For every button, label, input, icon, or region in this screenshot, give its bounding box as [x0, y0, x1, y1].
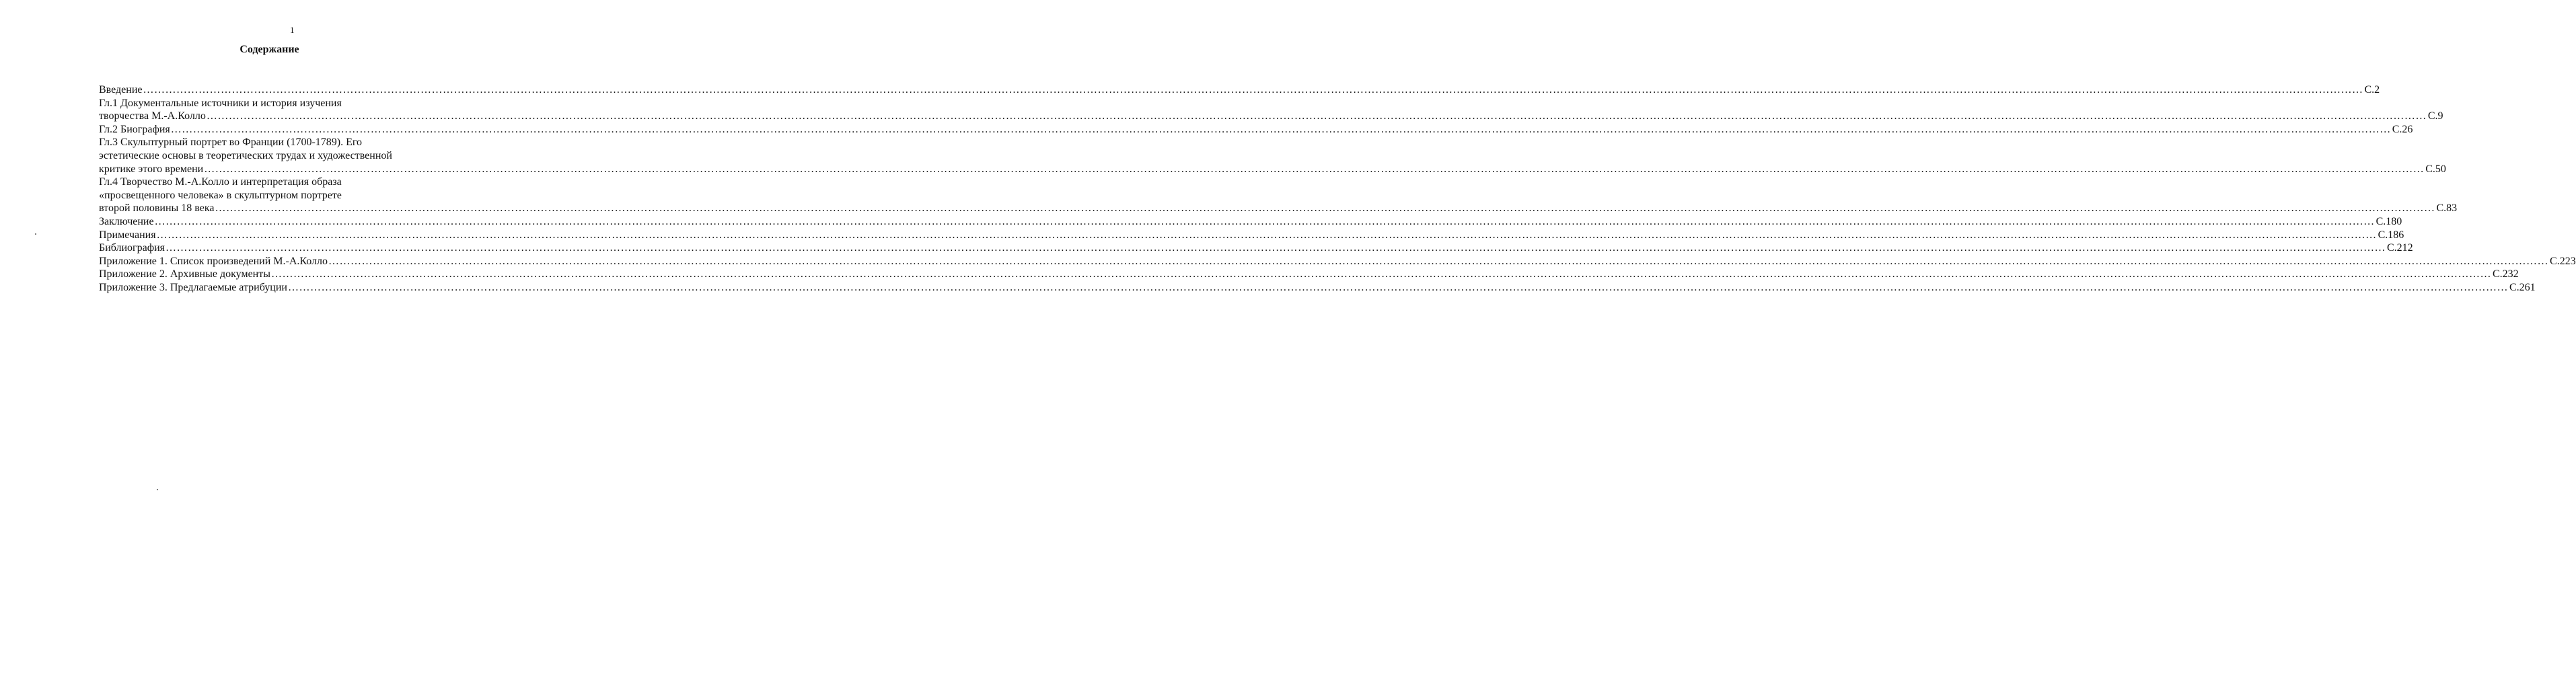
scan-speck	[157, 489, 158, 490]
toc-entry-last-line	[99, 268, 2519, 281]
toc-entry-text-line: критике этого времени	[99, 163, 204, 175]
toc-entry	[99, 268, 2519, 281]
scan-speck	[35, 233, 36, 235]
toc-entry-text-line: «просвещенного человека» в скульптурном портрете	[99, 189, 342, 201]
toc-page-ref: С.212	[2387, 242, 2413, 254]
toc-entry	[99, 281, 2536, 295]
toc-page-ref: С.9	[2427, 110, 2443, 122]
dot-leader: ……………………………………………………………………………………………………………………………………………………………………………………………………………………………………………………………………………………………………………………………………………………………………………………………………………………………………………………………………………………………………………………………………………………	[215, 202, 2435, 215]
page-title: Содержание	[240, 44, 299, 55]
dot-leader: ……………………………………………………………………………………………………………………………………………………………………………………………………………………………………………………………………………………………………………………………………………………………………………………………………………………………………………………………………………………………………………………………………………………	[204, 163, 2425, 175]
toc-entry-last-line	[99, 110, 2443, 123]
toc-page-ref: С.83	[2436, 202, 2458, 215]
page-number: 1	[290, 25, 295, 35]
dot-leader: ……………………………………………………………………………………………………………………………………………………………………………………………………………………………………………………………………………………………………………………………………………………………………………………………………………………………………………………………………………………………………………………………………………………	[154, 215, 2375, 227]
toc-entry	[99, 176, 2458, 215]
toc-entry-text-line: второй половины 18 века	[99, 202, 215, 215]
toc-entry-text-line: Приложение 3. Предлагаемые атрибуции	[99, 281, 287, 293]
toc-entry-last-line	[99, 255, 2576, 268]
toc-entry-text-line: творчества М.-А.Колло	[99, 110, 206, 122]
toc-page-ref: С.186	[2378, 229, 2404, 241]
toc-entry-text-line: Библиография	[99, 242, 165, 254]
toc-entry-text-line: Гл.1 Документальные источники и история изучения	[99, 97, 342, 109]
toc-entry-text-line: Заключение	[99, 215, 154, 227]
dot-leader: ……………………………………………………………………………………………………………………………………………………………………………………………………………………………………………………………………………………………………………………………………………………………………………………………………………………………………………………………………………………………………………………………………………………	[165, 242, 2386, 254]
toc-entry	[99, 229, 2404, 242]
toc-entry-text-line: Гл.3 Скульптурный портрет во Франции (1700-1789). Его	[99, 137, 363, 149]
dot-leader: ……………………………………………………………………………………………………………………………………………………………………………………………………………………………………………………………………………………………………………………………………………………………………………………………………………………………………………………………………………………………………………………………………………………	[143, 84, 2363, 95]
toc-entry	[99, 97, 2443, 123]
toc-entry-last-line	[99, 163, 2446, 176]
toc-entry-text-line: Приложение 2. Архивные документы	[99, 268, 270, 280]
toc-page-ref: С.2	[2364, 84, 2380, 95]
toc-entry-text-line: Гл.4 Творчество М.-А.Колло и интерпретация образа	[99, 176, 342, 188]
toc-entry-text-line: Примечания	[99, 229, 156, 241]
toc-page-ref: С.180	[2376, 215, 2402, 227]
toc-page-ref: С.223	[2550, 255, 2576, 267]
toc-entry	[99, 136, 2446, 176]
toc-entry	[99, 241, 2413, 255]
dot-leader: ……………………………………………………………………………………………………………………………………………………………………………………………………………………………………………………………………………………………………………………………………………………………………………………………………………………………………………………………………………………………………………………………………………………	[170, 123, 2391, 135]
toc-page-ref: С.50	[2425, 163, 2446, 175]
toc-entry-last-line	[99, 281, 2536, 295]
table-of-contents	[99, 83, 2576, 295]
toc-entry-text-line: Введение	[99, 84, 143, 95]
dot-leader: ……………………………………………………………………………………………………………………………………………………………………………………………………………………………………………………………………………………………………………………………………………………………………………………………………………………………………………………………………………………………………………………………………………………	[328, 255, 2549, 267]
dot-leader: ……………………………………………………………………………………………………………………………………………………………………………………………………………………………………………………………………………………………………………………………………………………………………………………………………………………………………………………………………………………………………………………………………………………	[156, 229, 2377, 241]
toc-entry	[99, 83, 2380, 97]
toc-entry-last-line	[99, 215, 2402, 229]
toc-entry-text-line: Приложение 1. Список произведений М.-А.Колло	[99, 255, 328, 267]
toc-entry-last-line	[99, 123, 2413, 137]
toc-entry	[99, 123, 2413, 137]
toc-entry-last-line	[99, 241, 2413, 255]
dot-leader: ……………………………………………………………………………………………………………………………………………………………………………………………………………………………………………………………………………………………………………………………………………………………………………………………………………………………………………………………………………………………………………………………………………………	[270, 268, 2491, 280]
dot-leader: ……………………………………………………………………………………………………………………………………………………………………………………………………………………………………………………………………………………………………………………………………………………………………………………………………………………………………………………………………………………………………………………………………………………	[206, 110, 2427, 122]
dot-leader: ……………………………………………………………………………………………………………………………………………………………………………………………………………………………………………………………………………………………………………………………………………………………………………………………………………………………………………………………………………………………………………………………………………………	[287, 281, 2508, 293]
toc-entry-last-line	[99, 202, 2458, 215]
toc-page-ref: С.232	[2492, 268, 2519, 280]
toc-entry-last-line	[99, 83, 2380, 97]
toc-entry-text-line: Гл.2 Биография	[99, 123, 170, 135]
toc-entry	[99, 215, 2402, 229]
toc-entry	[99, 255, 2576, 268]
toc-page-ref: С.261	[2509, 281, 2536, 293]
toc-entry-text-line: эстетические основы в теоретических трудах и художественной	[99, 149, 392, 161]
toc-page-ref: С.26	[2392, 123, 2413, 135]
toc-entry-last-line	[99, 229, 2404, 242]
